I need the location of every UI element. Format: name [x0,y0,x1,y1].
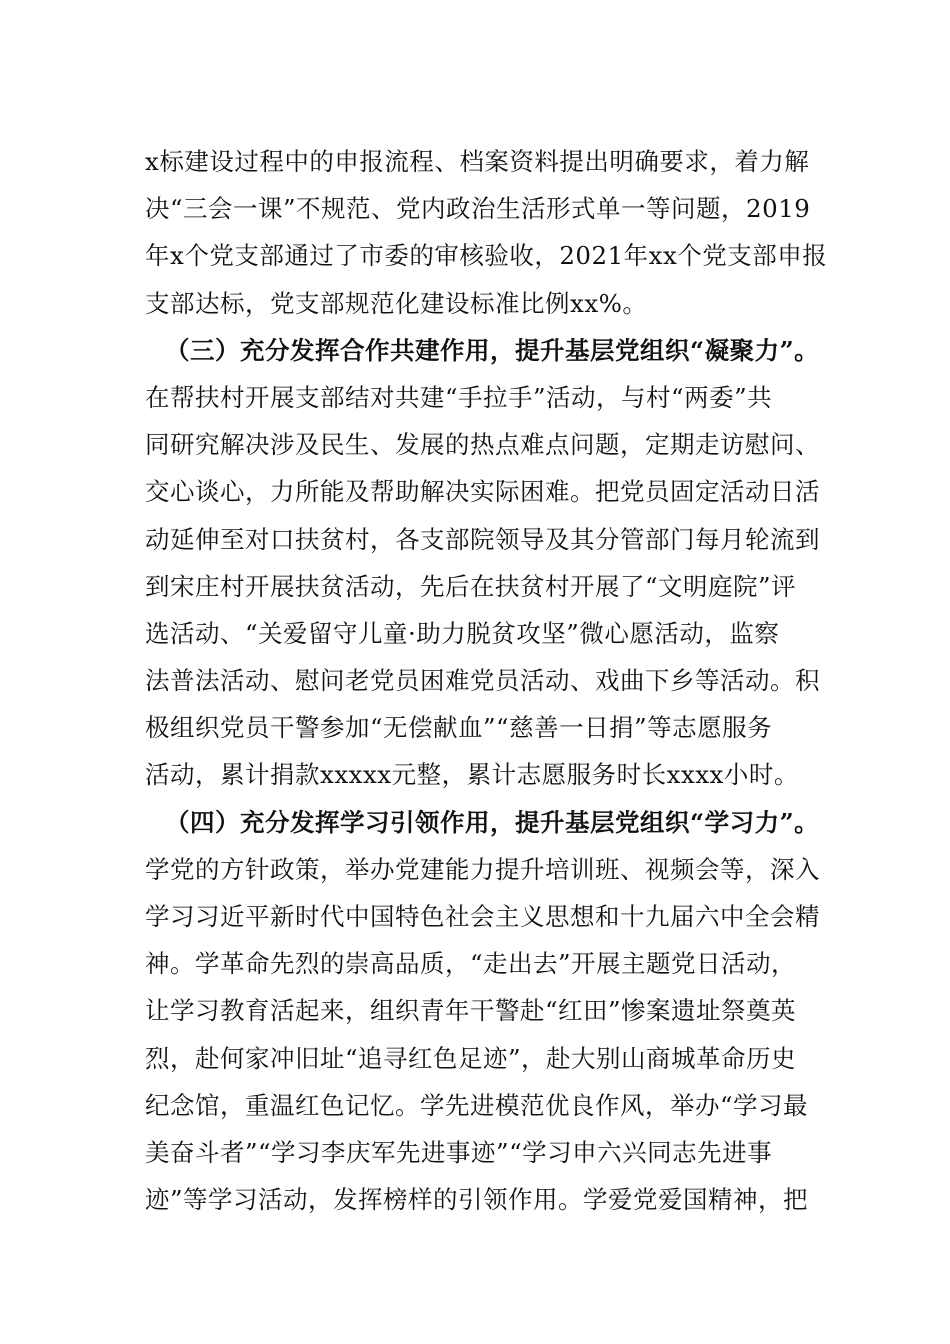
paragraph-line: 交心谈心，力所能及帮助解决实际困难。把党员固定活动日活 [145,477,820,507]
paragraph-line: 迹”等学习活动，发挥榜样的引领作用。学爱党爱国精神，把 [145,1185,809,1215]
paragraph-line: 决“三会一课”不规范、党内政治生活形式单一等问题，2019 [145,194,811,224]
paragraph-line: 年x个党支部通过了市委的审核验收，2021年xx个党支部申报 [145,241,828,271]
paragraph-line: 活动，累计捐款xxxxx元整，累计志愿服务时长xxxx小时。 [145,760,799,790]
paragraph-line: 神。学革命先烈的崇高品质，“走出去”开展主题党日活动， [145,949,797,979]
paragraph-line: 学习习近平新时代中国特色社会主义思想和十九届六中全会精 [145,902,820,931]
section-heading-line: （三）充分发挥合作共建作用，提升基层党组织“凝聚力”。 [165,335,820,365]
document-body [145,138,828,1223]
paragraph-line: 烈，赴何家冲旧址“追寻红色足迹”，赴大别山商城革命历史 [145,1043,797,1073]
paragraph-line: 让学习教育活起来，组织青年干警赴“红田”惨案遗址祭奠英 [145,996,797,1026]
paragraph-line: 美奋斗者”“学习李庆军先进事迹”“学习申六兴同志先进事 [145,1137,773,1167]
paragraph-line: 在帮扶村开展支部结对共建“手拉手”活动，与村“两委”共 [145,382,773,412]
paragraph-line: x标建设过程中的申报流程、档案资料提出明确要求，着力解 [145,147,810,176]
paragraph-line: 法普法活动、慰问老党员困难党员活动、戏曲下乡等活动。积 [145,666,820,696]
paragraph-line: 支部达标，党支部规范化建设标准比例xx%。 [145,288,648,318]
paragraph-line: 学党的方针政策，举办党建能力提升培训班、视频会等，深入 [145,854,820,884]
paragraph-line: 极组织党员干警参加“无偿献血”“慈善一日捐”等志愿服务 [145,713,773,743]
paragraph-line: 同研究解决涉及民生、发展的热点难点问题，定期走访慰问、 [145,430,820,460]
paragraph-line: 动延伸至对口扶贫村，各支部院领导及其分管部门每月轮流到 [145,524,820,554]
paragraph-line: 纪念馆，重温红色记忆。学先进模范优良作风，举办“学习最 [145,1090,809,1120]
paragraph-line: 选活动、“关爱留守儿童·助力脱贫攻坚”微心愿活动，监察 [145,618,780,648]
paragraph-line: 到宋庄村开展扶贫活动，先后在扶贫村开展了“文明庭院”评 [145,571,797,601]
section-heading-line: （四）充分发挥学习引领作用，提升基层党组织“学习力”。 [165,807,820,837]
